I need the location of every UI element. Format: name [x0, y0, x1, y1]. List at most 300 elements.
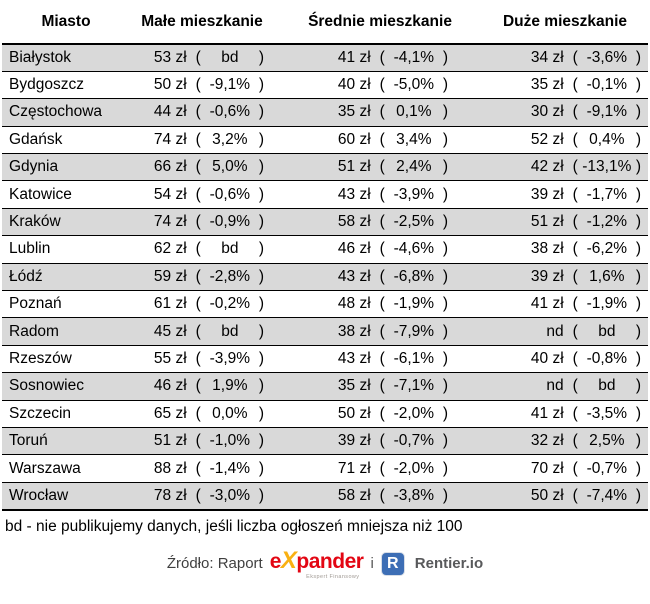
price-value: 30 zł: [530, 103, 564, 121]
medium-apartment-cell: [304, 263, 482, 290]
rent-prices-table: [2, 0, 648, 511]
open-paren: (: [572, 486, 578, 504]
change-value: -7,4%: [586, 486, 628, 504]
open-paren: (: [379, 130, 385, 148]
open-paren: (: [379, 267, 385, 285]
price-value: 60 zł: [337, 130, 371, 148]
small-apartment-cell: [130, 71, 304, 98]
open-paren: (: [195, 158, 201, 176]
price-value: 50 zł: [337, 404, 371, 422]
price-value: 38 zł: [530, 240, 564, 258]
close-paren: ): [635, 76, 641, 94]
column-header-city: Miasto: [2, 0, 130, 44]
change-value: bd: [221, 240, 239, 258]
close-paren: ): [635, 48, 641, 66]
medium-apartment-cell: [304, 44, 482, 71]
source-conjunction: i: [370, 555, 374, 573]
open-paren: (: [379, 432, 385, 450]
price-value: nd: [546, 377, 564, 395]
table-row: [2, 126, 648, 153]
price-value: 41 zł: [530, 404, 564, 422]
price-value: 51 zł: [153, 432, 187, 450]
change-value: 0,0%: [212, 404, 248, 422]
price-value: 48 zł: [337, 295, 371, 313]
medium-apartment-cell: [304, 482, 482, 509]
close-paren: ): [258, 267, 264, 285]
large-apartment-cell: [482, 208, 648, 235]
open-paren: (: [379, 486, 385, 504]
open-paren: (: [379, 185, 385, 203]
close-paren: ): [635, 459, 641, 477]
open-paren: (: [379, 103, 385, 121]
change-value: bd: [221, 322, 239, 340]
change-value: -0,9%: [209, 213, 251, 231]
medium-apartment-cell: [304, 208, 482, 235]
price-value: 59 zł: [153, 267, 187, 285]
large-apartment-cell: [482, 99, 648, 126]
close-paren: ): [442, 130, 448, 148]
city-cell: Częstochowa: [2, 99, 130, 126]
small-apartment-cell: [130, 318, 304, 345]
open-paren: (: [379, 459, 385, 477]
city-cell: Łódź: [2, 263, 130, 290]
large-apartment-cell: [482, 71, 648, 98]
price-value: 39 zł: [530, 267, 564, 285]
close-paren: ): [258, 158, 264, 176]
price-value: 40 zł: [530, 349, 564, 367]
close-paren: ): [442, 486, 448, 504]
large-apartment-cell: [482, 345, 648, 372]
city-cell: Lublin: [2, 236, 130, 263]
change-value: 3,2%: [212, 130, 248, 148]
small-apartment-cell: [130, 400, 304, 427]
open-paren: (: [195, 432, 201, 450]
rentier-logo-icon: R: [381, 552, 405, 576]
change-value: 1,9%: [212, 377, 248, 395]
change-value: bd: [598, 377, 616, 395]
expander-logo-text: pander: [296, 549, 364, 573]
change-value: -3,9%: [209, 349, 251, 367]
close-paren: ): [635, 432, 641, 450]
small-apartment-cell: [130, 208, 304, 235]
close-paren: ): [635, 322, 641, 340]
price-value: 46 zł: [337, 240, 371, 258]
change-value: -1,9%: [586, 295, 628, 313]
table-row: [2, 208, 648, 235]
column-header-large-apartment: Duże mieszkanie: [482, 0, 648, 44]
open-paren: (: [195, 267, 201, 285]
open-paren: (: [195, 240, 201, 258]
large-apartment-cell: [482, 373, 648, 400]
small-apartment-cell: [130, 181, 304, 208]
close-paren: ): [442, 404, 448, 422]
change-value: -1,9%: [393, 295, 435, 313]
price-value: 61 zł: [153, 295, 187, 313]
open-paren: (: [572, 158, 578, 176]
price-value: 32 zł: [530, 432, 564, 450]
open-paren: (: [195, 349, 201, 367]
close-paren: ): [258, 185, 264, 203]
change-value: -3,0%: [209, 486, 251, 504]
close-paren: ): [258, 240, 264, 258]
open-paren: (: [379, 404, 385, 422]
price-value: 41 zł: [337, 48, 371, 66]
change-value: 0,4%: [589, 130, 625, 148]
change-value: -2,8%: [209, 267, 251, 285]
medium-apartment-cell: [304, 345, 482, 372]
close-paren: ): [258, 404, 264, 422]
price-value: 39 zł: [337, 432, 371, 450]
medium-apartment-cell: [304, 99, 482, 126]
price-value: 51 zł: [530, 213, 564, 231]
price-value: 55 zł: [153, 349, 187, 367]
close-paren: ): [442, 240, 448, 258]
change-value: 2,4%: [396, 158, 432, 176]
price-value: 58 zł: [337, 486, 371, 504]
change-value: 5,0%: [212, 158, 248, 176]
city-cell: Toruń: [2, 427, 130, 454]
change-value: 0,1%: [396, 103, 432, 121]
price-value: 62 zł: [153, 240, 187, 258]
change-value: -7,1%: [393, 377, 435, 395]
change-value: 1,6%: [589, 267, 625, 285]
close-paren: ): [258, 295, 264, 313]
price-value: 39 zł: [530, 185, 564, 203]
table-row: [2, 263, 648, 290]
large-apartment-cell: [482, 263, 648, 290]
change-value: bd: [221, 48, 239, 66]
open-paren: (: [195, 185, 201, 203]
close-paren: ): [258, 76, 264, 94]
close-paren: ): [258, 322, 264, 340]
table-row: [2, 154, 648, 181]
close-paren: ): [258, 459, 264, 477]
table-row: [2, 71, 648, 98]
price-value: 43 zł: [337, 185, 371, 203]
open-paren: (: [195, 103, 201, 121]
table-row: [2, 455, 648, 482]
close-paren: ): [442, 432, 448, 450]
large-apartment-cell: [482, 236, 648, 263]
change-value: -0,6%: [209, 185, 251, 203]
large-apartment-cell: [482, 154, 648, 181]
table-row: [2, 427, 648, 454]
open-paren: (: [379, 213, 385, 231]
price-value: 43 zł: [337, 349, 371, 367]
medium-apartment-cell: [304, 181, 482, 208]
price-value: 45 zł: [153, 322, 187, 340]
close-paren: ): [635, 404, 641, 422]
open-paren: (: [379, 349, 385, 367]
price-value: 78 zł: [153, 486, 187, 504]
change-value: -9,1%: [586, 103, 628, 121]
close-paren: ): [635, 130, 641, 148]
change-value: -1,4%: [209, 459, 251, 477]
price-value: 46 zł: [153, 377, 187, 395]
large-apartment-cell: [482, 455, 648, 482]
open-paren: (: [572, 349, 578, 367]
small-apartment-cell: [130, 427, 304, 454]
change-value: -4,6%: [393, 240, 435, 258]
open-paren: (: [572, 377, 578, 395]
open-paren: (: [379, 240, 385, 258]
table-row: [2, 44, 648, 71]
open-paren: (: [572, 130, 578, 148]
close-paren: ): [635, 295, 641, 313]
city-cell: Wrocław: [2, 482, 130, 509]
change-value: -13,1%: [582, 158, 632, 176]
price-value: 41 zł: [530, 295, 564, 313]
change-value: -3,6%: [586, 48, 628, 66]
expander-tagline: Ekspert Finansowy: [306, 574, 360, 581]
large-apartment-cell: [482, 181, 648, 208]
close-paren: ): [258, 130, 264, 148]
price-value: 71 zł: [337, 459, 371, 477]
change-value: -4,1%: [393, 48, 435, 66]
source-prefix: Źródło: Raport: [166, 555, 263, 573]
change-value: 3,4%: [396, 130, 432, 148]
close-paren: ): [635, 486, 641, 504]
change-value: -1,0%: [209, 432, 251, 450]
change-value: -6,8%: [393, 267, 435, 285]
city-cell: Rzeszów: [2, 345, 130, 372]
city-cell: Gdynia: [2, 154, 130, 181]
price-value: 44 zł: [153, 103, 187, 121]
close-paren: ): [635, 103, 641, 121]
open-paren: (: [195, 377, 201, 395]
change-value: -1,7%: [586, 185, 628, 203]
change-value: -3,8%: [393, 486, 435, 504]
large-apartment-cell: [482, 44, 648, 71]
close-paren: ): [258, 486, 264, 504]
close-paren: ): [442, 267, 448, 285]
change-value: 2,5%: [589, 432, 625, 450]
price-value: 50 zł: [530, 486, 564, 504]
small-apartment-cell: [130, 482, 304, 509]
price-value: 38 zł: [337, 322, 371, 340]
column-header-medium-apartment: Średnie mieszkanie: [304, 0, 482, 44]
price-value: 35 zł: [337, 103, 371, 121]
medium-apartment-cell: [304, 154, 482, 181]
price-value: 66 zł: [153, 158, 187, 176]
close-paren: ): [442, 103, 448, 121]
table-row: [2, 236, 648, 263]
header-row: [2, 0, 648, 44]
price-value: 35 zł: [530, 76, 564, 94]
table-row: [2, 99, 648, 126]
open-paren: (: [572, 459, 578, 477]
open-paren: (: [572, 185, 578, 203]
close-paren: ): [635, 158, 641, 176]
change-value: -3,5%: [586, 404, 628, 422]
close-paren: ): [635, 185, 641, 203]
large-apartment-cell: [482, 291, 648, 318]
large-apartment-cell: [482, 427, 648, 454]
price-value: 53 zł: [153, 48, 187, 66]
small-apartment-cell: [130, 99, 304, 126]
open-paren: (: [195, 404, 201, 422]
medium-apartment-cell: [304, 126, 482, 153]
table-body: [2, 44, 648, 510]
close-paren: ): [258, 432, 264, 450]
open-paren: (: [195, 48, 201, 66]
open-paren: (: [572, 404, 578, 422]
change-value: bd: [598, 322, 616, 340]
small-apartment-cell: [130, 44, 304, 71]
expander-x-icon: X: [280, 546, 297, 574]
price-value: 88 zł: [153, 459, 187, 477]
price-value: 65 zł: [153, 404, 187, 422]
change-value: -1,2%: [586, 213, 628, 231]
open-paren: (: [572, 322, 578, 340]
table-header: [2, 0, 648, 44]
open-paren: (: [572, 48, 578, 66]
close-paren: ): [258, 213, 264, 231]
open-paren: (: [572, 295, 578, 313]
price-value: 50 zł: [153, 76, 187, 94]
table-row: [2, 318, 648, 345]
close-paren: ): [442, 459, 448, 477]
close-paren: ): [635, 267, 641, 285]
medium-apartment-cell: [304, 318, 482, 345]
price-value: 34 zł: [530, 48, 564, 66]
city-cell: Radom: [2, 318, 130, 345]
small-apartment-cell: [130, 291, 304, 318]
close-paren: ): [442, 213, 448, 231]
close-paren: ): [635, 213, 641, 231]
small-apartment-cell: [130, 263, 304, 290]
expander-logo-text: e: [269, 549, 281, 573]
medium-apartment-cell: [304, 373, 482, 400]
medium-apartment-cell: [304, 400, 482, 427]
small-apartment-cell: [130, 373, 304, 400]
change-value: -6,2%: [586, 240, 628, 258]
city-cell: Warszawa: [2, 455, 130, 482]
price-value: 35 zł: [337, 377, 371, 395]
open-paren: (: [379, 48, 385, 66]
city-cell: Kraków: [2, 208, 130, 235]
open-paren: (: [379, 377, 385, 395]
price-value: 54 zł: [153, 185, 187, 203]
large-apartment-cell: [482, 400, 648, 427]
large-apartment-cell: [482, 126, 648, 153]
small-apartment-cell: [130, 455, 304, 482]
city-cell: Katowice: [2, 181, 130, 208]
close-paren: ): [442, 185, 448, 203]
city-cell: Sosnowiec: [2, 373, 130, 400]
close-paren: ): [258, 377, 264, 395]
price-value: 43 zł: [337, 267, 371, 285]
change-value: -0,6%: [209, 103, 251, 121]
open-paren: (: [572, 240, 578, 258]
table-row: [2, 181, 648, 208]
close-paren: ): [442, 158, 448, 176]
open-paren: (: [195, 130, 201, 148]
large-apartment-cell: [482, 318, 648, 345]
open-paren: (: [379, 322, 385, 340]
open-paren: (: [195, 295, 201, 313]
change-value: -0,8%: [586, 349, 628, 367]
open-paren: (: [195, 76, 201, 94]
open-paren: (: [195, 322, 201, 340]
open-paren: (: [379, 295, 385, 313]
small-apartment-cell: [130, 236, 304, 263]
source-line: [2, 546, 648, 581]
price-value: 74 zł: [153, 213, 187, 231]
price-value: 70 zł: [530, 459, 564, 477]
open-paren: (: [195, 213, 201, 231]
city-cell: Białystok: [2, 44, 130, 71]
city-cell: Poznań: [2, 291, 130, 318]
medium-apartment-cell: [304, 236, 482, 263]
change-value: -2,5%: [393, 213, 435, 231]
table-row: [2, 373, 648, 400]
change-value: -5,0%: [393, 76, 435, 94]
table-row: [2, 291, 648, 318]
expander-logo: [269, 546, 364, 581]
open-paren: (: [195, 486, 201, 504]
open-paren: (: [572, 103, 578, 121]
close-paren: ): [442, 76, 448, 94]
medium-apartment-cell: [304, 455, 482, 482]
close-paren: ): [635, 349, 641, 367]
price-value: nd: [546, 322, 564, 340]
open-paren: (: [572, 267, 578, 285]
city-cell: Szczecin: [2, 400, 130, 427]
footnote: bd - nie publikujemy danych, jeśli liczba ogłoszeń mniejsza niż 100: [5, 517, 463, 535]
medium-apartment-cell: [304, 427, 482, 454]
table-row: [2, 345, 648, 372]
change-value: -6,1%: [393, 349, 435, 367]
close-paren: ): [258, 103, 264, 121]
open-paren: (: [572, 432, 578, 450]
change-value: -0,7%: [586, 459, 628, 477]
change-value: -0,7%: [393, 432, 435, 450]
change-value: -2,0%: [393, 459, 435, 477]
medium-apartment-cell: [304, 291, 482, 318]
close-paren: ): [258, 349, 264, 367]
close-paren: ): [442, 295, 448, 313]
table-row: [2, 482, 648, 509]
close-paren: ): [442, 349, 448, 367]
price-value: 40 zł: [337, 76, 371, 94]
open-paren: (: [379, 76, 385, 94]
small-apartment-cell: [130, 154, 304, 181]
close-paren: ): [258, 48, 264, 66]
change-value: -2,0%: [393, 404, 435, 422]
change-value: -3,9%: [393, 185, 435, 203]
change-value: -9,1%: [209, 76, 251, 94]
rentier-label: Rentier.io: [414, 555, 484, 573]
table-row: [2, 400, 648, 427]
price-value: 58 zł: [337, 213, 371, 231]
close-paren: ): [635, 240, 641, 258]
open-paren: (: [572, 213, 578, 231]
close-paren: ): [442, 377, 448, 395]
price-value: 74 zł: [153, 130, 187, 148]
medium-apartment-cell: [304, 71, 482, 98]
change-value: -0,1%: [586, 76, 628, 94]
change-value: -7,9%: [393, 322, 435, 340]
change-value: -0,2%: [209, 295, 251, 313]
close-paren: ): [442, 48, 448, 66]
city-cell: Gdańsk: [2, 126, 130, 153]
open-paren: (: [379, 158, 385, 176]
close-paren: ): [635, 377, 641, 395]
city-cell: Bydgoszcz: [2, 71, 130, 98]
small-apartment-cell: [130, 345, 304, 372]
price-value: 42 zł: [530, 158, 564, 176]
